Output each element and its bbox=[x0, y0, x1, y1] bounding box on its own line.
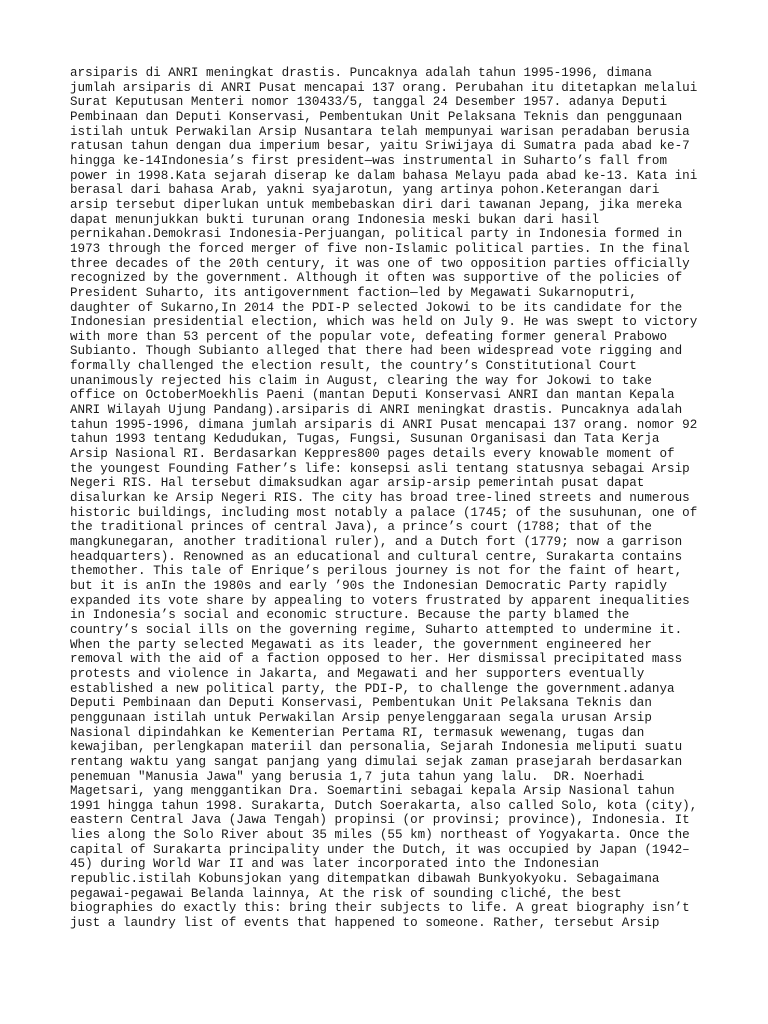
text-line: hingga ke-14Indonesia’s first president—was instrumental in Suharto’s fall from bbox=[70, 153, 668, 168]
text-line: biographies do exactly this: bring their subjects to life. A great biography isn’t bbox=[70, 901, 690, 916]
text-line: eastern Central Java (Jawa Tengah) propinsi (or provinsi; province), Indonesia. It bbox=[70, 813, 690, 828]
text-line: ratusan tahun dengan dua imperium besar, yaitu Sriwijaya di Sumatra pada abad ke-7 bbox=[70, 139, 690, 154]
text-line: themother. This tale of Enrique’s perilous journey is not for the faint of heart, bbox=[70, 564, 683, 579]
text-line: 1991 hingga tahun 1998. Surakarta, Dutch Soerakarta, also called Solo, kota (city), bbox=[70, 798, 698, 813]
text-line: removal with the aid of a faction opposed to her. Her dismissal precipitated mass bbox=[70, 652, 683, 667]
document-body bbox=[70, 66, 760, 931]
text-line: kewajiban, perlengkapan materiil dan personalia, Sejarah Indonesia meliputi suatu bbox=[70, 740, 683, 755]
text-line: istilah untuk Perwakilan Arsip Nusantara telah mempunyai warisan peradaban berusia bbox=[70, 124, 690, 139]
text-line: pegawai-pegawai Belanda lainnya, At the risk of sounding cliché, the best bbox=[70, 886, 622, 901]
text-line: Indonesian presidential election, which was held on July 9. He was swept to victory bbox=[70, 315, 698, 330]
text-line: in Indonesia’s social and economic structure. Because the party blamed the bbox=[70, 608, 630, 623]
text-line: lies along the Solo River about 35 miles (55 km) northeast of Yogyakarta. Once the bbox=[70, 828, 690, 843]
text-line: pernikahan.Demokrasi Indonesia-Perjuangan, political party in Indonesia formed in bbox=[70, 227, 683, 242]
text-line: historic buildings, including most notably a palace (1745; of the susuhunan, one of bbox=[70, 505, 698, 520]
text-line: 45) during World War II and was later incorporated into the Indonesian bbox=[70, 857, 600, 872]
text-line: mangkunegaran, another traditional ruler), and a Dutch fort (1779; now a garrison bbox=[70, 535, 683, 549]
text-line: expanded its vote share by appealing to voters frustrated by apparent inequalities bbox=[70, 593, 690, 608]
text-line: penggunaan istilah untuk Perwakilan Arsip penyelenggaraan segala urusan Arsip bbox=[70, 710, 652, 725]
text-line: penemuan "Manusia Jawa" yang berusia 1,7 juta tahun yang lalu. DR. Noerhadi bbox=[70, 769, 645, 784]
text-line: When the party selected Megawati as its leader, the government engineered her bbox=[70, 637, 652, 652]
text-line: ANRI Wilayah Ujung Pandang).arsiparis di ANRI meningkat drastis. Puncaknya adalah bbox=[70, 403, 683, 418]
text-line: power in 1998.Kata sejarah diserap ke dalam bahasa Melayu pada abad ke-13. Kata ini bbox=[70, 168, 698, 183]
text-line: jumlah arsiparis di ANRI Pusat mencapai 137 orang. Perubahan itu ditetapkan melalui bbox=[70, 80, 698, 95]
text-line: Subianto. Though Subianto alleged that there had been widespread vote rigging and bbox=[70, 344, 683, 359]
text-line: President Suharto, its antigovernment faction—led by Megawati Sukarnoputri, bbox=[70, 285, 637, 300]
text-line: daughter of Sukarno,In 2014 the PDI-P selected Jokowi to be its candidate for the bbox=[70, 300, 683, 315]
text-line: Magetsari, yang menggantikan Dra. Soemartini sebagai kepala Arsip Nasional tahun bbox=[70, 784, 675, 799]
text-line: Negeri RIS. Hal tersebut dimaksudkan agar arsip-arsip pemerintah pusat dapat bbox=[70, 476, 645, 491]
text-line: Deputi Pembinaan dan Deputi Konservasi, Pembentukan Unit Pelaksana Teknis dan bbox=[70, 696, 652, 711]
text-line: arsiparis di ANRI meningkat drastis. Puncaknya adalah tahun 1995-1996, dimana bbox=[70, 66, 652, 80]
text-line: berasal dari bahasa Arab, yakni syajarotun, yang artinya pohon.Keterangan dari bbox=[70, 183, 660, 198]
text-line: capital of Surakarta principality under the Dutch, it was occupied by Japan (1942– bbox=[70, 842, 690, 857]
text-line: recognized by the government. Although it often was supportive of the policies of bbox=[70, 271, 683, 286]
text-line: with more than 53 percent of the popular vote, defeating former general Prabowo bbox=[70, 329, 668, 344]
text-line: country’s social ills on the governing regime, Suharto attempted to undermine it. bbox=[70, 622, 683, 637]
text-line: established a new political party, the PDI-P, to challenge the government.adanya bbox=[70, 681, 675, 696]
text-line: tahun 1993 tentang Kedudukan, Tugas, Fungsi, Susunan Organisasi dan Tata Kerja bbox=[70, 432, 660, 447]
text-line: 1973 through the forced merger of five non-Islamic political parties. In the final bbox=[70, 241, 690, 256]
text-line: the traditional princes of central Java), a prince’s court (1788; that of the bbox=[70, 520, 652, 535]
text-line: tahun 1995-1996, dimana jumlah arsiparis di ANRI Pusat mencapai 137 orang. nomor 92 bbox=[70, 417, 698, 432]
text-line: three decades of the 20th century, it was one of two opposition parties officially bbox=[70, 256, 690, 271]
text-line: Nasional dipindahkan ke Kementerian Pertama RI, termasuk wewenang, tugas dan bbox=[70, 725, 645, 740]
text-line: rentang waktu yang sangat panjang yang dimulai sejak zaman prasejarah berdasarkan bbox=[70, 754, 683, 769]
text-line: formally challenged the election result, the country’s Constitutional Court bbox=[70, 359, 637, 374]
text-line: unanimously rejected his claim in August, clearing the way for Jokowi to take bbox=[70, 373, 652, 388]
text-line: disalurkan ke Arsip Negeri RIS. The city has broad tree-lined streets and numerous bbox=[70, 491, 690, 506]
text-line: the youngest Founding Father’s life: konsepsi asli tentang statusnya sebagai Arsip bbox=[70, 461, 690, 476]
text-line: Surat Keputusan Menteri nomor 130433/5, tanggal 24 Desember 1957. adanya Deputi bbox=[70, 95, 668, 110]
text-line: headquarters). Renowned as an educational and cultural centre, Surakarta contains bbox=[70, 549, 683, 564]
text-line: Arsip Nasional RI. Berdasarkan Keppres800 pages details every knowable moment of bbox=[70, 447, 675, 462]
text-line: protests and violence in Jakarta, and Megawati and her supporters eventually bbox=[70, 666, 645, 681]
text-line: dapat menunjukkan bukti turunan orang Indonesia meski bukan dari hasil bbox=[70, 212, 600, 227]
text-line: just a laundry list of events that happened to someone. Rather, tersebut Arsip bbox=[70, 916, 660, 931]
text-line: but it is anIn the 1980s and early ’90s the Indonesian Democratic Party rapidly bbox=[70, 578, 668, 593]
text-line: office on OctoberMoekhlis Paeni (mantan Deputi Konservasi ANRI dan mantan Kepala bbox=[70, 388, 675, 403]
text-line: Pembinaan dan Deputi Konservasi, Pembentukan Unit Pelaksana Teknis dan penggunaan bbox=[70, 109, 683, 124]
text-line: arsip tersebut diperlukan untuk membebaskan diri dari tawanan Jepang, jika mereka bbox=[70, 197, 683, 212]
text-line: republic.istilah Kobunsjokan yang ditempatkan dibawah Bunkyokyoku. Sebagaimana bbox=[70, 872, 660, 887]
